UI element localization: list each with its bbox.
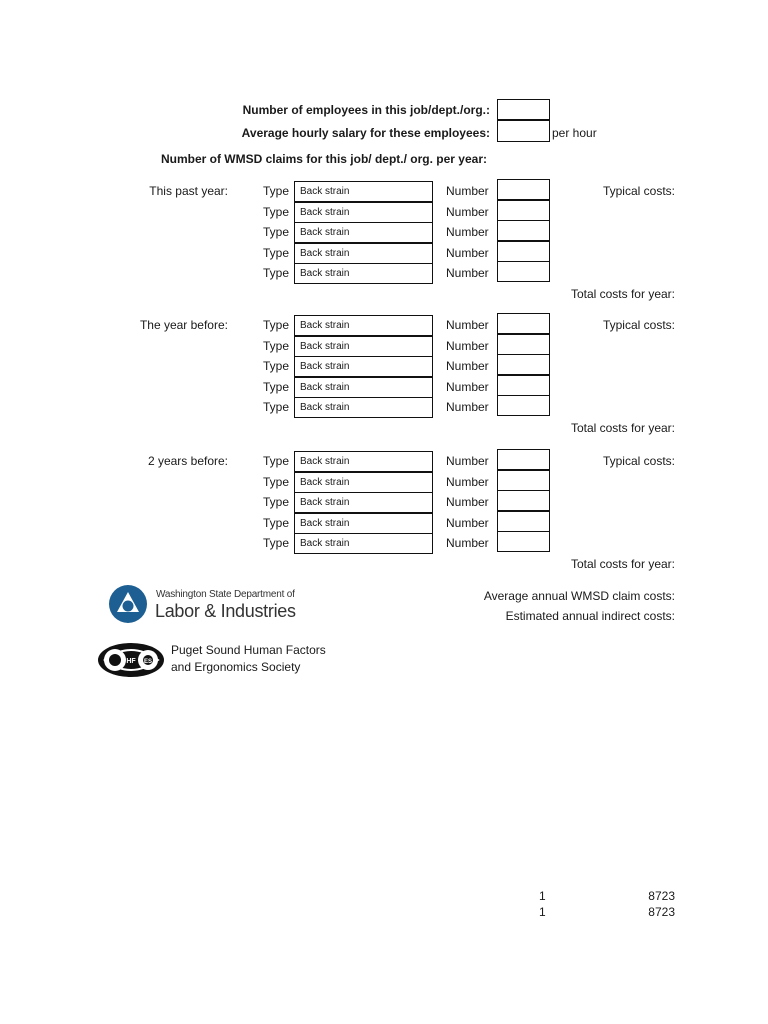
total-costs-label: Total costs for year: bbox=[570, 287, 675, 301]
type-label: Type bbox=[263, 225, 290, 240]
typical-costs-label: Typical costs: bbox=[602, 318, 675, 332]
lni-logo bbox=[108, 583, 308, 627]
employees-label: Number of employees in this job/dept./org.: bbox=[242, 103, 490, 117]
lni-emblem-icon bbox=[108, 584, 148, 624]
type-input[interactable]: Back strain bbox=[294, 243, 433, 264]
type-label: Type bbox=[263, 474, 290, 489]
number-input[interactable] bbox=[497, 220, 550, 241]
lni-line2: Labor & Industries bbox=[155, 601, 296, 621]
type-label: Type bbox=[263, 359, 290, 374]
year-label: The year before: bbox=[139, 318, 228, 332]
number-input[interactable] bbox=[497, 313, 550, 334]
total-costs-label: Total costs for year: bbox=[570, 557, 675, 571]
type-input[interactable]: Back strain bbox=[294, 263, 433, 284]
number-input[interactable] bbox=[497, 490, 550, 511]
type-label: Type bbox=[263, 318, 290, 332]
type-label: Type bbox=[263, 536, 290, 551]
number-label: Number bbox=[446, 536, 489, 551]
number-input[interactable] bbox=[497, 200, 550, 221]
claims-label: Number of WMSD claims for this job/ dept./ org. per year: bbox=[160, 152, 487, 166]
type-input[interactable]: Back strain bbox=[294, 533, 433, 554]
type-label: Type bbox=[263, 204, 290, 219]
typical-costs-label: Typical costs: bbox=[602, 184, 675, 198]
typical-costs-label: Typical costs: bbox=[602, 454, 675, 468]
type-input[interactable]: Back strain bbox=[294, 472, 433, 493]
number-label: Number bbox=[446, 454, 489, 468]
hfes-emblem-text: HF bbox=[126, 658, 136, 665]
type-label: Type bbox=[263, 245, 290, 260]
number-label: Number bbox=[446, 204, 489, 219]
number-label: Number bbox=[446, 495, 489, 510]
pshfes-line2: and Ergonomics Society bbox=[171, 660, 301, 674]
per-hour-label: per hour bbox=[552, 126, 597, 140]
type-label: Type bbox=[263, 379, 290, 394]
type-label: Type bbox=[263, 400, 290, 415]
type-label: Type bbox=[263, 495, 290, 510]
pshfes-emblem bbox=[96, 640, 166, 680]
number-input[interactable] bbox=[497, 261, 550, 282]
number-input[interactable] bbox=[497, 395, 550, 416]
number-label: Number bbox=[446, 515, 489, 530]
number-input[interactable] bbox=[497, 511, 550, 532]
type-label: Type bbox=[263, 266, 290, 281]
number-label: Number bbox=[446, 245, 489, 260]
number-input[interactable] bbox=[497, 354, 550, 375]
number-input[interactable] bbox=[497, 375, 550, 396]
pshfes-line1: Puget Sound Human Factors bbox=[171, 643, 326, 657]
number-label: Number bbox=[446, 266, 489, 281]
footer-page-number: 1 bbox=[539, 905, 546, 919]
type-label: Type bbox=[263, 515, 290, 530]
type-input[interactable]: Back strain bbox=[294, 397, 433, 418]
footer-page-number: 1 bbox=[539, 889, 546, 903]
type-label: Type bbox=[263, 454, 290, 468]
number-label: Number bbox=[446, 359, 489, 374]
number-input[interactable] bbox=[497, 449, 550, 470]
number-label: Number bbox=[446, 338, 489, 353]
type-input[interactable]: Back strain bbox=[294, 181, 433, 202]
number-label: Number bbox=[446, 474, 489, 489]
type-input[interactable]: Back strain bbox=[294, 492, 433, 513]
type-input[interactable]: Back strain bbox=[294, 377, 433, 398]
hfes-emblem-icon bbox=[96, 640, 166, 680]
number-input[interactable] bbox=[497, 470, 550, 491]
number-label: Number bbox=[446, 318, 489, 332]
footer-code: 8723 bbox=[648, 889, 675, 903]
indirect-costs-label: Estimated annual indirect costs: bbox=[505, 609, 675, 623]
number-label: Number bbox=[446, 184, 489, 198]
number-input[interactable] bbox=[497, 334, 550, 355]
type-input[interactable]: Back strain bbox=[294, 451, 433, 472]
type-input[interactable]: Back strain bbox=[294, 315, 433, 336]
type-label: Type bbox=[263, 184, 290, 198]
number-label: Number bbox=[446, 379, 489, 394]
type-input[interactable]: Back strain bbox=[294, 336, 433, 357]
number-label: Number bbox=[446, 400, 489, 415]
lni-line1: Washington State Department of bbox=[156, 589, 295, 600]
type-input[interactable]: Back strain bbox=[294, 356, 433, 377]
number-label: Number bbox=[446, 225, 489, 240]
type-input[interactable]: Back strain bbox=[294, 202, 433, 223]
type-label: Type bbox=[263, 338, 290, 353]
number-input[interactable] bbox=[497, 241, 550, 262]
hfes-emblem-text-2: ES bbox=[143, 659, 153, 665]
year-label: This past year: bbox=[149, 184, 228, 198]
type-input[interactable]: Back strain bbox=[294, 222, 433, 243]
avg-annual-costs-label: Average annual WMSD claim costs: bbox=[483, 589, 675, 603]
footer-code: 8723 bbox=[648, 905, 675, 919]
total-costs-label: Total costs for year: bbox=[570, 421, 675, 435]
year-label: 2 years before: bbox=[147, 454, 228, 468]
number-input[interactable] bbox=[497, 531, 550, 552]
salary-label: Average hourly salary for these employees: bbox=[241, 126, 490, 140]
salary-input[interactable] bbox=[497, 120, 550, 142]
number-input[interactable] bbox=[497, 179, 550, 200]
type-input[interactable]: Back strain bbox=[294, 513, 433, 534]
employees-input[interactable] bbox=[497, 99, 550, 120]
